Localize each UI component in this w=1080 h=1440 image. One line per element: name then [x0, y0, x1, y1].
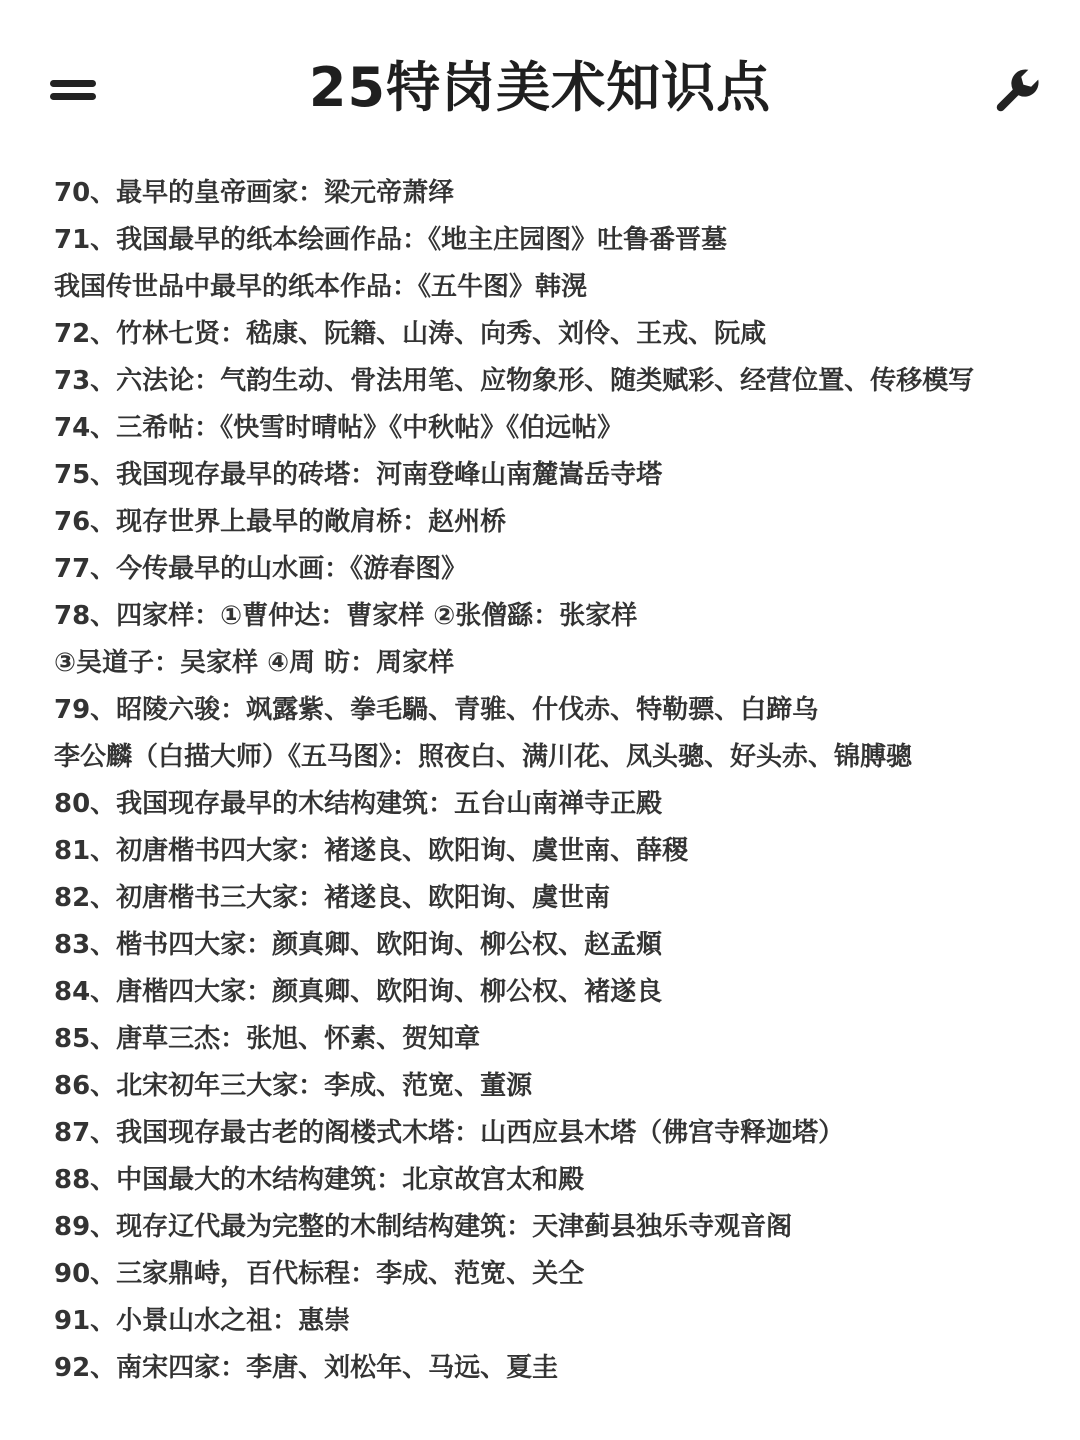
knowledge-line: 李公麟（白描大师）《五马图》：照夜白、满川花、凤头骢、好头赤、锦膊骢	[54, 742, 913, 772]
knowledge-line: 75、我国现存最早的砖塔：河南登峰山南麓嵩岳寺塔	[54, 460, 663, 490]
knowledge-line: 我国传世品中最早的纸本作品：《五牛图》韩滉	[54, 272, 588, 302]
knowledge-line: 72、竹林七贤：嵇康、阮籍、山涛、向秀、刘伶、王戎、阮咸	[54, 319, 767, 349]
knowledge-line: ③吴道子：吴家样 ④周 昉：周家样	[54, 648, 455, 678]
knowledge-line: 86、北宋初年三大家：李成、范宽、董源	[54, 1071, 533, 1101]
wrench-icon[interactable]	[990, 64, 1044, 118]
knowledge-line: 77、今传最早的山水画：《游春图》	[54, 554, 468, 584]
knowledge-line: 90、三家鼎峙，百代标程：李成、范宽、关仝	[54, 1259, 585, 1289]
knowledge-line: 82、初唐楷书三大家：褚遂良、欧阳询、虞世南	[54, 883, 611, 913]
knowledge-list	[54, 170, 1054, 1392]
knowledge-line: 87、我国现存最古老的阁楼式木塔：山西应县木塔（佛宫寺释迦塔）	[54, 1118, 845, 1148]
knowledge-line: 78、四家样：①曹仲达：曹家样 ②张僧繇：张家样	[54, 601, 638, 631]
page-title: 25特岗美术知识点	[308, 56, 772, 119]
knowledge-line: 79、昭陵六骏：飒露紫、拳毛騧、青骓、什伐赤、特勒骠、白蹄乌	[54, 695, 819, 725]
knowledge-line: 88、中国最大的木结构建筑：北京故宫太和殿	[54, 1165, 585, 1195]
knowledge-line: 83、楷书四大家：颜真卿、欧阳询、柳公权、赵孟頫	[54, 930, 663, 960]
knowledge-line: 89、现存辽代最为完整的木制结构建筑：天津蓟县独乐寺观音阁	[54, 1212, 793, 1242]
knowledge-line: 74、三希帖：《快雪时晴帖》《中秋帖》《伯远帖》	[54, 413, 624, 443]
knowledge-line: 92、南宋四家：李唐、刘松年、马远、夏圭	[54, 1353, 559, 1383]
knowledge-line: 76、现存世界上最早的敞肩桥：赵州桥	[54, 507, 507, 537]
knowledge-line: 84、唐楷四大家：颜真卿、欧阳询、柳公权、褚遂良	[54, 977, 663, 1007]
wrench-icon-graphic	[990, 64, 1044, 118]
knowledge-line: 71、我国最早的纸本绘画作品：《地主庄园图》吐鲁番晋墓	[54, 225, 728, 255]
knowledge-line: 85、唐草三杰：张旭、怀素、贺知章	[54, 1024, 481, 1054]
knowledge-line: 81、初唐楷书四大家：褚遂良、欧阳询、虞世南、薛稷	[54, 836, 689, 866]
knowledge-line: 91、小景山水之祖：惠崇	[54, 1306, 351, 1336]
knowledge-line: 73、六法论：气韵生动、骨法用笔、应物象形、随类赋彩、经营位置、传移模写	[54, 366, 975, 396]
knowledge-line: 70、最早的皇帝画家：梁元帝萧绎	[54, 178, 455, 208]
knowledge-line: 80、我国现存最早的木结构建筑：五台山南禅寺正殿	[54, 789, 663, 819]
header-bar	[0, 0, 1080, 170]
